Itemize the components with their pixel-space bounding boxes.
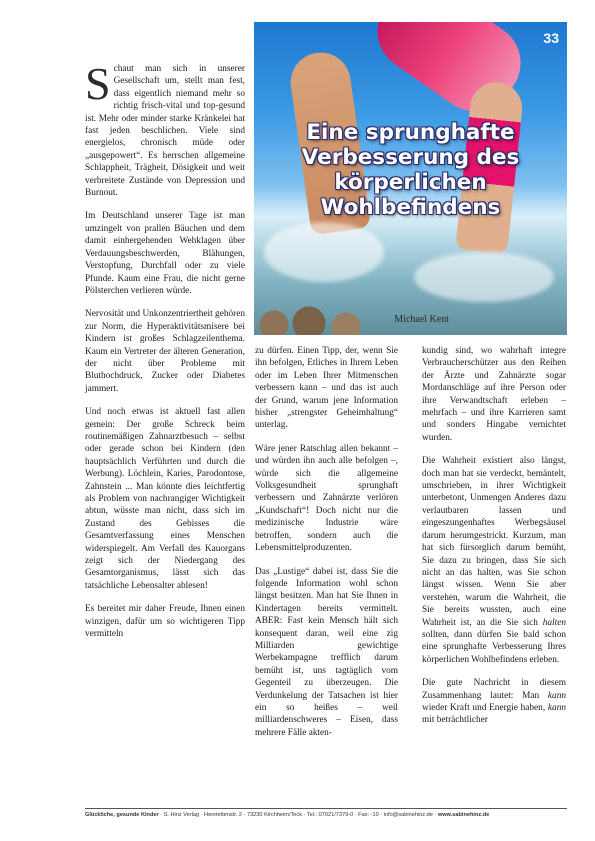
paragraph: Das „Lustige“ dabei ist, dass Sie die folgende Information wohl schon längst besitzen. Man hat Sie Ihnen in Kindertagen bereits vermittelt. ABER: Fast kein Mensch hält sich konsequent daran, weil eine zig Milliarden gewichtige Werbekampagne trefflich darum bemüht ist, uns tagtäglich vom Gegenteil zu überzeugen. Die Verdunkelung der Tatsachen ist hier ein so heißes – weil milliardenschweres – Eisen, dass mehrere Fälle akten-: [255, 566, 398, 738]
water-splash: [414, 252, 554, 302]
paragraph: [422, 455, 566, 666]
paragraph: Wäre jener Ratschlag allen bekannt – und würden ihn auch alle befolgen –, würde sich die allgemeine Volksgesundheit sprunghaft verbessern und Zahnärzte verlören „Kundschaft“! Doch nicht nur die medizinische Industrie wäre betroffen, sondern auch die Lebensmittelproduzenten.: [255, 443, 398, 554]
footer-title: Glückliche, gesunde Kinder: [85, 812, 159, 818]
paragraph: Im Deutschland unserer Tage ist man umzingelt von prallen Bäuchen und dem damit einhergehenden Wehklagen über Verdauungsbeschwerden, Blähungen, Verstopfung, Durchfall oder zu viele Pfunde. Kaum eine Frau, die nicht gerne Pölsterchen verlieren würde.: [85, 211, 245, 296]
rocks: [254, 295, 384, 335]
paragraph-text: wieder Kraft und Energie haben,: [422, 702, 548, 713]
emphasis: halten: [542, 617, 566, 628]
footer-details: · S. Hinz Verlag · Henriettenstr. 2 · 73230 Kirchheim/Teck · Tel.: 07021/7379-0 · Fax: -10 · info@sabinehinz.de ·: [158, 812, 438, 818]
paragraph: Es bereitet mir daher Freude, Ihnen einen winzigen, dafür um so wichtigeren Tipp vermitteln: [85, 604, 245, 640]
paragraph-text: chaut man sich in unserer Gesellschaft um, stellt man fest, dass eigentlich niemand mehr so richtig frisch-vital und top-gesund ist. Mehr oder minder starke Kränkelei hat fast jeden beschlichen. Viele sind energielos, chronisch müde oder „ausgepowert“. Es herrschen allgemeine Schlappheit, Trägheit, Dösigkeit und weit verbreitete Zustände von Depression und Burnout.: [85, 64, 245, 199]
paragraph: [422, 677, 566, 727]
paragraph-text: sollten, dann dürfen Sie bald schon eine sprunghafte Verbesserung Ihres körperlichen Wohlbefindens erleben.: [422, 629, 566, 665]
page-number: 33: [543, 30, 559, 46]
paragraph-text: Die gute Nachricht in diesem Zusammenhang lautet: Man: [422, 678, 566, 701]
text-column-3: [422, 345, 566, 738]
paragraph: Nervosität und Unkonzentriertheit gehören zur Norm, die Hyperaktivitätsmisere bei Kindern ist großes Schlagzeilenthema. Kaum ein Vertreter der älteren Generation, der nicht über Probleme mit Bluthochdruck, Zucker oder Diabetes jammert.: [85, 309, 245, 394]
water-splash: [264, 222, 384, 282]
paragraph-text: Die Wahrheit existiert also längst, doch man hat sie verdeckt, bemäntelt, umschrieben, in ihrer Wichtigkeit unterbetont, Unmengen Anderes dazu verlautbaren lassen und eingeszungenhaftes Werbegsäusel darum herumgestrickt. Kurzum, man hat sich fürsorglich darum bemüht, Sie dazu zu bringen, dass Sie sich nicht an das halten, was Sie schon längst wissen. Wenn Sie aber verstehen, warum die Wahrheit, die Sie bereits wussten, auch eine Wahrheit ist, an die Sie sich: [422, 456, 566, 628]
paragraph: [85, 58, 245, 199]
paragraph-text: mit beträchtlicher: [422, 715, 488, 726]
paragraph: zu dürfen. Einen Tipp, der, wenn Sie ihn befolgen, Etliches in Ihrem Leben oder im Leben Ihrer Mitmenschen verbessern kann – und das ist auch der Grund, warum jene Information bisher „strengster Geheimhaltung“ unterlag.: [255, 346, 398, 431]
article-headline: Eine sprunghafte Verbesserung des körperlichen Wohlbefindens: [301, 120, 520, 220]
author-name: Michael Kent: [394, 314, 449, 325]
paragraph: kundig sind, wo wahrhaft integre Verbraucherschützer aus den Reihen der Ärzte und Zahnärzte sogar Mordanschläge auf ihre Person oder ihre Verwandtschaft erleben – mehrfach – und ihre Karrieren samt und sonders Hingabe vernichtet wurden.: [422, 346, 566, 443]
emphasis: kann: [547, 702, 566, 713]
hero-photo: [254, 22, 567, 335]
footer: [85, 812, 567, 818]
paragraph: Und noch etwas ist aktuell fast allen gemein: Der große Schreck beim routinemäßigen Zahnarztbesuch – selbst oder gerade schon bei Kindern (den hauptsächlich Verführten und durch die Werbung). Löchlein, Karies, Parodontose, Zahnstein ... Man könnte dies leichtfertig als Problem von nachrangiger Wichtigkeit abtun, wüsste man nicht, dass sich im Zustand des Gebisses die Gesamtverfassung eines Menschen widerspiegelt. Am Verfall des Kauorgans zeigt sich der Niedergang des Gesamtorganismus, lässt sich das tatsächliche Lebensalter ablesen!: [85, 407, 245, 591]
text-column-1: [85, 58, 245, 651]
footer-website[interactable]: www.sabinehinz.de: [437, 812, 490, 818]
text-column-2: [255, 345, 398, 750]
emphasis: kann: [547, 690, 566, 701]
footer-divider: [85, 808, 567, 809]
drop-cap: S: [85, 58, 111, 109]
